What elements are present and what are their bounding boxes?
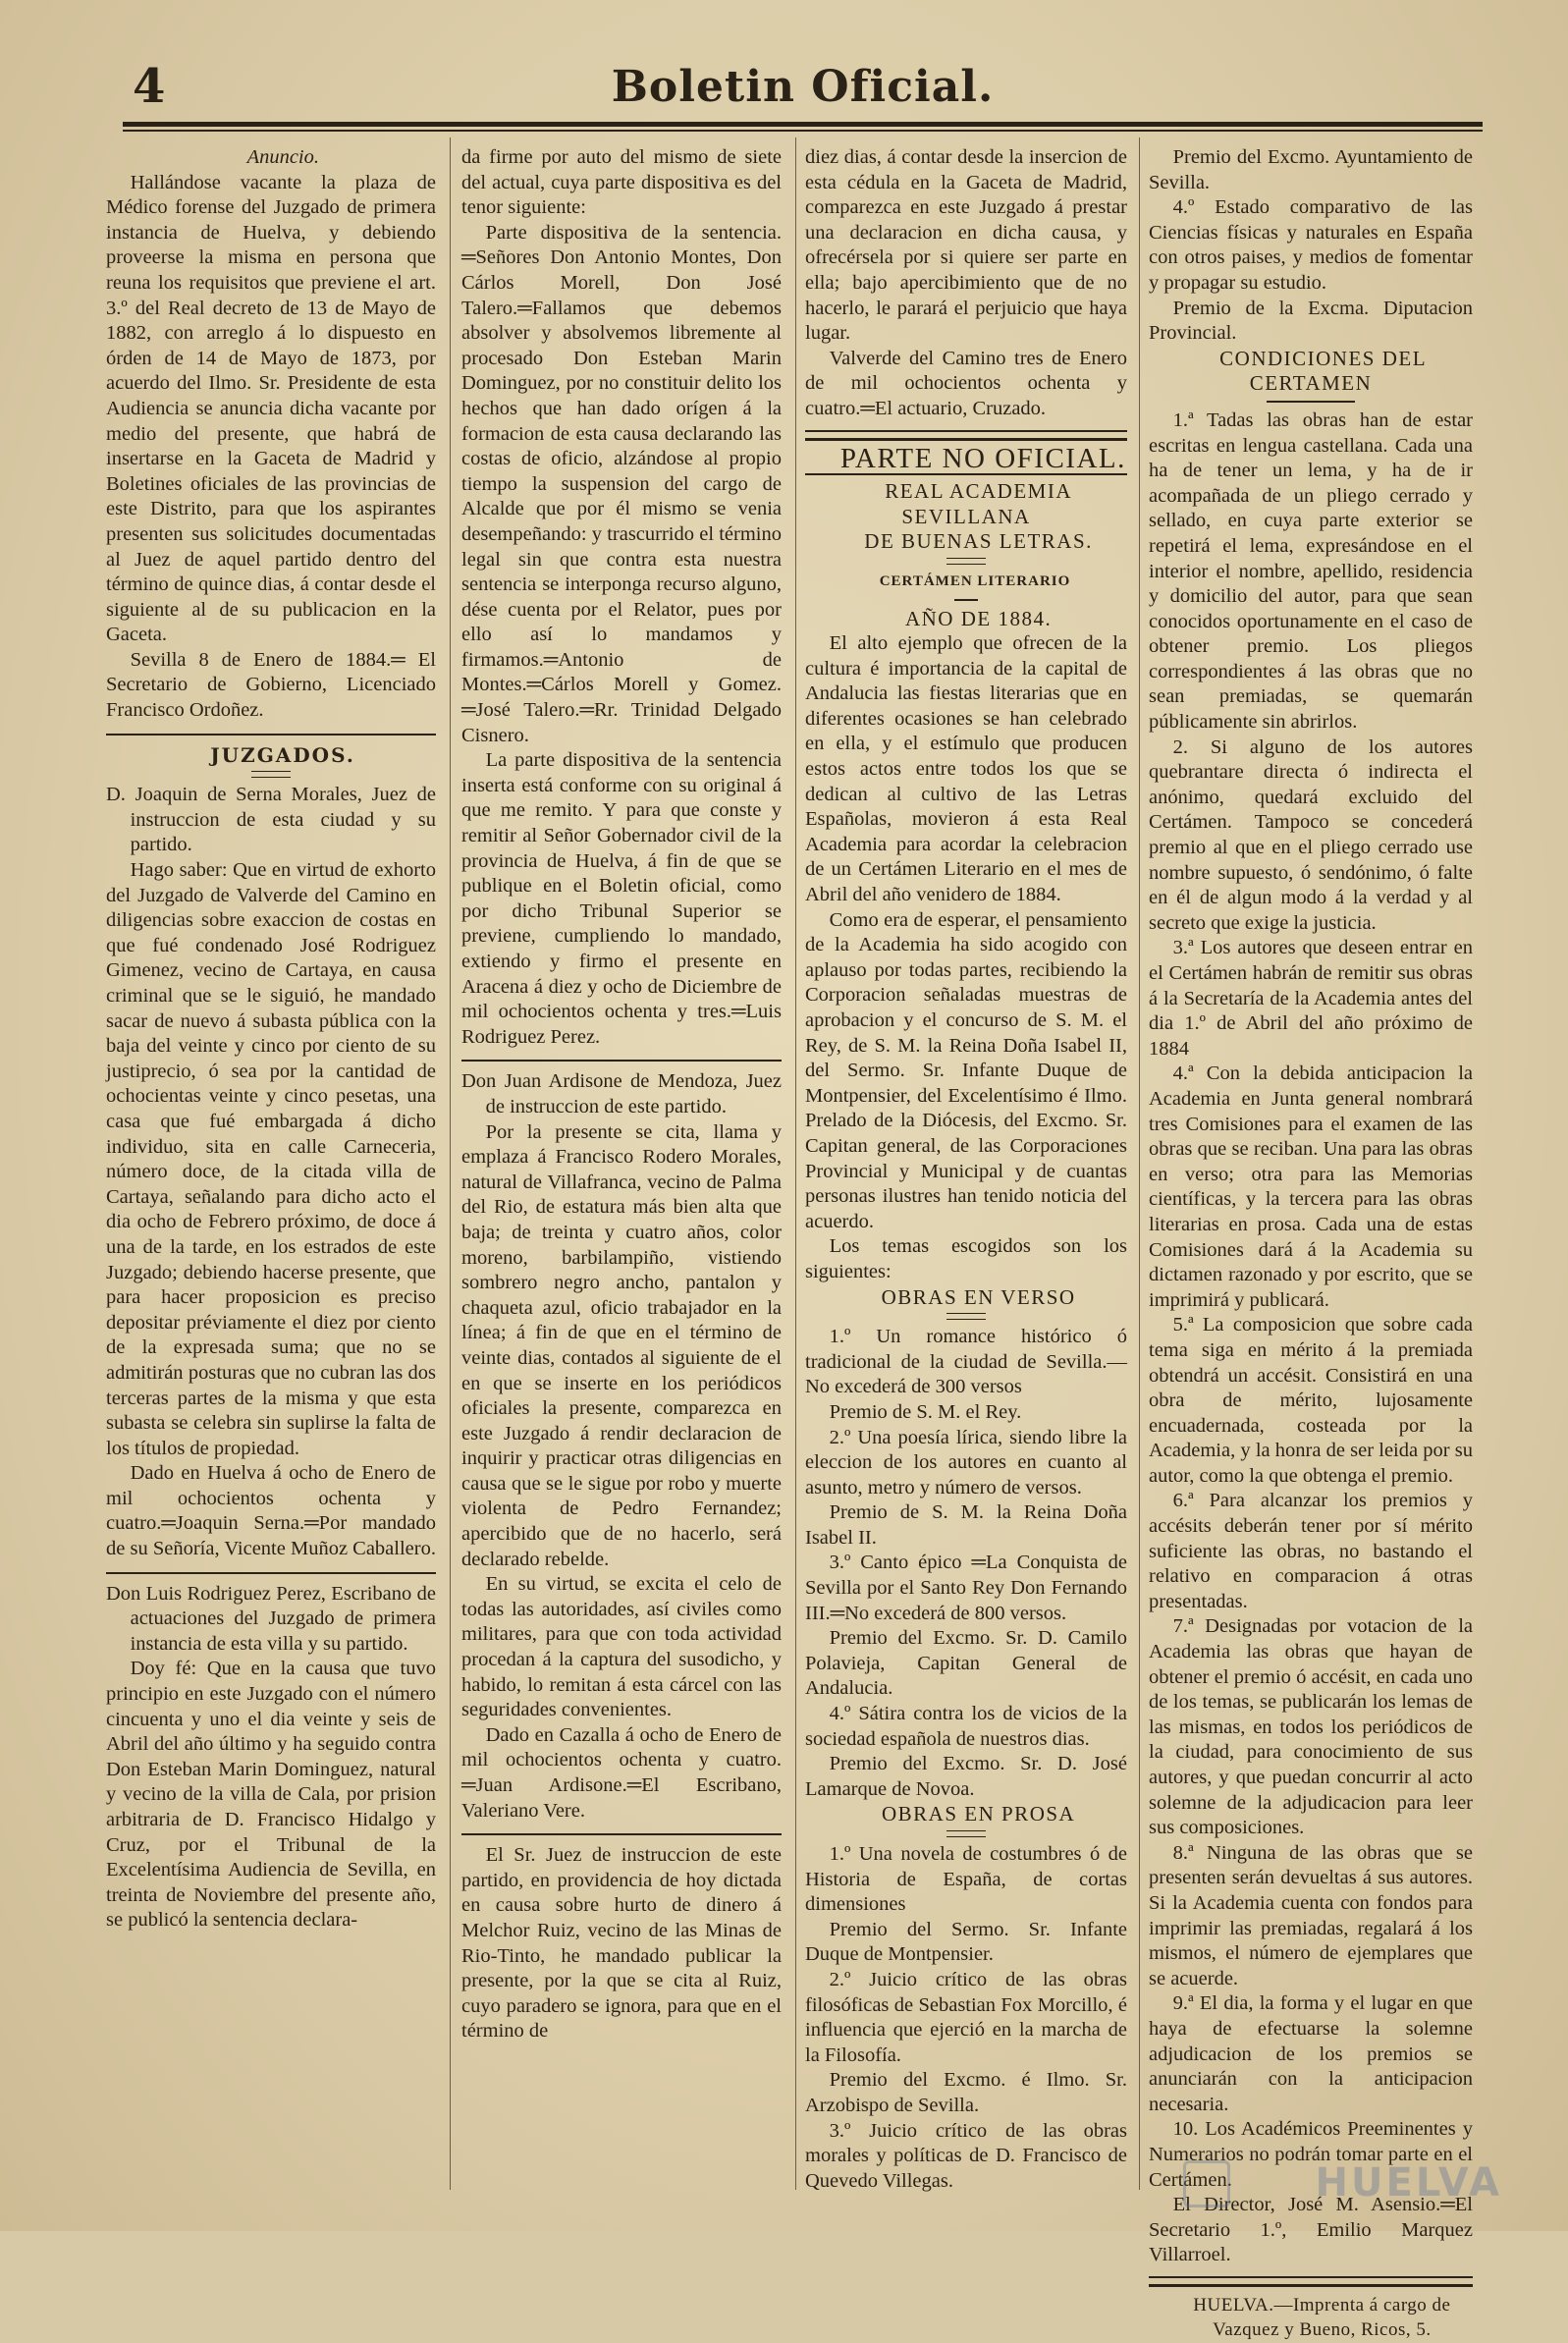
- condicion-9: 9.ª El dia, la forma y el lugar en que haya de efectuarse la solemne adjudicacion de los premios se anunciarán con la anticipacion necesaria.: [1149, 1992, 1473, 2115]
- imprint-line-1: HUELVA.—Imprenta á cargo de: [1193, 2294, 1451, 2316]
- academia-name-line2: DE BUENAS LETRAS.: [864, 529, 1093, 554]
- ornament-separator: [251, 771, 291, 778]
- anuncio-heading: Anuncio.: [246, 146, 320, 168]
- ornament-separator: [946, 558, 986, 565]
- condicion-7: 7.ª Designadas por votacion de la Academia las obras que hayan de obtener el premio ó accésit, en cada uno de los temas, se publicarán los lemas de las mismas, en todos los periódicos de la ciudad, para conocimiento de sus autores, y que puedan concurrir al acto solemne de la adjudicacion para leer sus composiciones.: [1149, 1615, 1473, 1839]
- condiciones-heading: CONDICIONES DEL CERTAMEN: [1219, 346, 1428, 396]
- prosa-tema-4-premio: Premio de la Excma. Diputacion Provincial.: [1149, 297, 1473, 345]
- condicion-10: 10. Los Académicos Preeminentes y Numerarios no podrán tomar parte en el Certámen.: [1149, 2118, 1473, 2191]
- ornament-separator: [946, 1313, 986, 1320]
- sentencia-conforme: La parte dispositiva de la sentencia inserta está conforme con su original á que me remito. Y para que conste y remitir al Señor Gobernador civil de la provincia de Huelva, á fin de que se publique en el Boletin oficial, como por dicho Tribunal Superior se previene, cumpliendo lo mandado, extiendo y firmo el presente en Aracena á diez y ocho de Diciembre de mil ochocientos ochenta y tres.═Luis Rodriguez Perez.: [461, 749, 782, 1048]
- juzgado2-body: Doy fé: Que en la causa que tuvo principio en este Juzgado con el número cincuenta y uno el dia veinte y seis de Abril del año último y ha seguido contra Don Esteban Marin Dominguez, natural y vecino de la villa de Cala, por prision arbitraria de D. Francisco Hidalgo y Cruz, por el Tribunal de la Excelentísima Audiencia de Sevilla, en treinta de Noviembre del presente año, se publicó la sentencia declara-: [106, 1658, 436, 1932]
- prosa-tema-3: 3.º Juicio crítico de las obras morales y políticas de D. Francisco de Quevedo Villegas.: [805, 2119, 1127, 2192]
- year-label: AÑO DE 1884.: [904, 606, 1053, 630]
- masthead: [123, 54, 1483, 123]
- juez2-intro: Don Juan Ardisone de Mendoza, Juez de instruccion de este partido.: [461, 1070, 782, 1117]
- juzgado1-body: Hago saber: Que en virtud de exhorto del Juzgado de Valverde del Camino en diligencias sobre exaccion de costas en que fué condenado José Rodriguez Gimenez, vecino de Cartaya, en causa criminal que se le siguió, he mandado sacar de nuevo á subasta pública con la baja del veinte y cinco por ciento de su justiprecio, ó sea por la cantidad de ochocientas veinte y cinco pesetas, una casa que fué embargada á dicho individuo, sita en calle Carneceria, número doce, de la citada villa de Cartaya, señalando para dicho acto el dia ocho de Febrero próximo, de doce á una de la tarde, en los estrados de este Juzgado; debiendo hacerse presente, que para hacer proposicion es preciso depositar préviamente el diez por ciento de la expresada suma; que no se admitirán posturas que no cubran las dos terceras partes de la misma y que esta subasta se celebra sin suplirse la falta de los títulos de propiedad.: [106, 859, 436, 1459]
- condicion-1: 1.ª Tadas las obras han de estar escritas en lengua castellana. Cada una ha de tener un lema, y ha de ir acompañada de un pliego cerrado y sellado, en cuya parte exterior se repetirá el lema, expresándose en el interior el nombre, apellido, residencia y domicilio del autor, para que sean conocidos oportunamente en el caso de obtener premio. Los pliegos correspondientes á las obras que no sean premiadas, se quemarán públicamente sin abrirlos.: [1149, 409, 1473, 734]
- imprint-line-2: Vazquez y Bueno, Ricos, 5.: [1213, 2319, 1432, 2341]
- intro-paragraph-1: El alto ejemplo que ofrecen de la cultura é importancia de la capital de Andalucia las fiestas literarias que en diferentes ocasiones se han celebrado en ella, y el estímulo que producen estos actos entre todos los que se dedican al cultivo de las Letras Españolas, movieron á esta Real Academia para acordar la celebracion de un Certámen Literario en el mes de Abril del año venidero de 1884.: [805, 632, 1127, 906]
- verso-tema-3: 3.º Canto épico ═La Conquista de Sevilla por el Santo Rey Don Fernando III.═No excederá de 800 versos.: [805, 1552, 1127, 1624]
- separator: [461, 1833, 782, 1835]
- parte-no-oficial-heading: PARTE NO OFICIAL.: [839, 442, 1126, 474]
- page-number: 4: [133, 59, 166, 114]
- juez2-date: Dado en Cazalla á ocho de Enero de mil ochocientos ochenta y cuatro. ═Juan Ardisone.═El Escribano, Valeriano Vere.: [461, 1723, 782, 1822]
- archive-watermark: HUELVA: [1315, 2160, 1502, 2206]
- juzgado1-intro: D. Joaquin de Serna Morales, Juez de instruccion de esta ciudad y su partido.: [106, 784, 436, 856]
- column-4: [1149, 145, 1473, 2341]
- obras-prosa-heading: OBRAS EN PROSA: [881, 1802, 1076, 1826]
- anuncio-signature: Sevilla 8 de Enero de 1884.═ El Secretario de Gobierno, Licenciado Francisco Ordoñez.: [106, 648, 436, 722]
- double-separator: [1149, 2276, 1473, 2287]
- condicion-2: 2. Si alguno de los autores quebrantare directa ó indirecta el anónimo, quedará excluido del Certámen. Tampoco se concederá premio al que en el pliego cerrado use nombre supuesto, ó sendónimo, ó falte en él de algun modo á la verdad y al secreto que exige la justicia.: [1149, 736, 1473, 934]
- column-3: [805, 145, 1127, 2198]
- prosa-tema-1: 1.º Una novela de costumbres ó de Historia de España, de cortas dimensiones: [805, 1843, 1127, 1916]
- juzgado2-intro: Don Luis Rodriguez Perez, Escribano de actuaciones del Juzgado de primera instancia de esta villa y su partido.: [106, 1582, 436, 1655]
- condicion-4: 4.ª Con la debida anticipacion la Academia en Junta general nombrará tres Comisiones para el examen de las obras que se reciban. Una para las obras en verso; otra para las Memorias científicas, y la tercera para las obras literarias en prosa. Cada una de estas Comisiones dará á la Academia su dictamen razonado y por escrito, que se imprimirá y publicará.: [1149, 1063, 1473, 1311]
- column-divider-3: [1139, 137, 1140, 2190]
- signatures: El Director, José M. Asensio.═El Secretario 1.º, Emilio Marquez Villarroel.: [1149, 2194, 1473, 2266]
- obras-verso-heading: OBRAS EN VERSO: [881, 1284, 1076, 1309]
- certamen-label: CERTÁMEN LITERARIO: [879, 572, 1071, 589]
- verso-tema-4-premio: Premio del Excmo. Sr. D. José Lamarque de Novoa.: [805, 1753, 1127, 1800]
- ornament-separator: [946, 1830, 986, 1837]
- anuncio-body: Hallándose vacante la plaza de Médico forense del Juzgado de primera instancia de Huelva, y debiendo proveerse la misma en persona que reuna los requisitos que previene el art. 3.º del Real decreto de 13 de Mayo de 1882, con arreglo á lo dispuesto en órden de 14 de Mayo de 1873, por acuerdo del Ilmo. Sr. Presidente de esta Audiencia se anuncia dicha vacante por medio del presente, que habrá de insertarse en la Gaceta de Madrid y Boletines oficiales de las provincias de este Distrito, para que los aspirantes presenten sus solicitudes documentadas al Juez de aquel partido dentro del término de quince dias, á contar desde el siguiente al de su publicacion en la Gaceta.: [106, 171, 436, 646]
- intro-paragraph-3: Los temas escogidos son los siguientes:: [805, 1235, 1127, 1282]
- separator: [106, 1572, 436, 1574]
- column-divider-1: [450, 137, 451, 2190]
- column-1: [106, 145, 436, 2198]
- verso-tema-4: 4.º Sátira contra los de vicios de la sociedad española de nuestros dias.: [805, 1703, 1127, 1750]
- column-divider-2: [795, 137, 796, 2190]
- separator: [461, 1060, 782, 1062]
- juzgado1-date: Dado en Huelva á ocho de Enero de mil ochocientos ochenta y cuatro.═Joaquin Serna.═Por mandado de su Señoría, Vicente Muñoz Caballero.: [106, 1462, 436, 1560]
- cedula-date: Valverde del Camino tres de Enero de mil ochocientos ochenta y cuatro.═El actuario, Cruzado.: [805, 347, 1127, 419]
- sentencia-dispositiva: Parte dispositiva de la sentencia. ═Señores Don Antonio Montes, Don Cárlos Morell, Don José Talero.═Fallamos que debemos absolver y absolvemos libremente al procesado Don Esteban Marin Dominguez, por no constituir delito los hechos que han dado orígen á la formacion de esta causa declarando las costas de oficio, alzándose al propio tiempo la suspension del cargo de Alcalde que por él mismo se venia desempeñando: y trascurrido el término legal sin que contra esta nuestra sentencia se interponga recurso alguno, dése cuenta por el Relator, pues por ello así lo mandamos y firmamos.═Antonio de Montes.═Cárlos Morell y Gomez. ═José Talero.═Rr. Trinidad Delgado Cisnero.: [461, 221, 782, 746]
- cedula-continuation: diez dias, á contar desde la insercion de esta cédula en la Gaceta de Madrid, comparezca en este Juzgado á prestar una declaracion en dicha causa, y ofrecérsela por si quiere ser parte en ella; bajo apercibimiento que de no hacerlo, le parará el perjuicio que haya lugar.: [805, 146, 1127, 345]
- prosa-tema-2-premio: Premio del Excmo. é Ilmo. Sr. Arzobispo de Sevilla.: [805, 2069, 1127, 2116]
- juez3-body: El Sr. Juez de instruccion de este partido, en providencia de hoy dictada en causa sobre hurto de dinero á Melchor Ruiz, vecino de las Minas de Rio-Tinto, he mandado publicar la presente, por la que se cita al Ruiz, cuyo paradero se ignora, para que en el término de: [461, 1844, 782, 2043]
- short-rule: [954, 599, 978, 601]
- verso-tema-1-premio: Premio de S. M. el Rey.: [829, 1400, 1022, 1423]
- verso-tema-3-premio: Premio del Excmo. Sr. D. Camilo Polavieja, Capitan General de Andalucia.: [805, 1627, 1127, 1700]
- juez2-excita: En su virtud, se excita el celo de todas las autoridades, así civiles como militares, para que con toda actividad procedan á la captura del susodicho, y habido, lo remitan á esta cárcel con las seguridades convenientes.: [461, 1573, 782, 1721]
- masthead-rule-thick: [123, 122, 1483, 127]
- verso-tema-2-premio: Premio de S. M. la Reina Doña Isabel II.: [805, 1501, 1127, 1549]
- double-separator: [805, 430, 1127, 441]
- intro-paragraph-2: Como era de esperar, el pensamiento de la Academia ha sido acogido con aplauso por todas partes, recibiendo la Corporacion señaladas muestras de aprobacion y el concurso de S. M. el Rey, de S. M. la Reina Doña Isabel II, del Sermo. Sr. Infante Duque de Montpensier, del Excelentísimo é Ilmo. Prelado de la Diócesis, del Excmo. Sr. Capitan general, de las Corporaciones Provincial y Municipal y de cuantas personas ilustres han tenido noticia del acuerdo.: [805, 908, 1127, 1232]
- juzgados-heading: JUZGADOS.: [210, 742, 355, 767]
- prosa-tema-4: 4.º Estado comparativo de las Ciencias físicas y naturales en España con otros paises, y medios de fomentar y propagar su estudio.: [1149, 196, 1473, 294]
- column-2: [461, 145, 782, 2198]
- juez2-body: Por la presente se cita, llama y emplaza á Francisco Rodero Morales, natural de Villafranca, vecino de Palma del Rio, de estatura más bien alta que baja; de treinta y cuatro años, color moreno, barbilampiño, vistiendo sombrero negro ancho, pantalon y chaqueta azul, oficio trabajador en la línea; á fin de que en el término de veinte dias, contados al siguiente de el en que se inserte en los periódicos oficiales la presente, comparezca en este Juzgado á rendir declaracion de inquirir y practicar otras diligencias en causa que se le sigue por robo y muerte violenta de Pedro Fernandez; apercibido que de no hacerlo, será declarado rebelde.: [461, 1120, 782, 1570]
- verso-tema-1: 1.º Un romance histórico ó tradicional de la ciudad de Sevilla.—No excederá de 300 versos: [805, 1326, 1127, 1398]
- condicion-8: 8.ª Ninguna de las obras que se presenten serán devueltas á sus autores. Si la Academia cuenta con fondos para imprimir las premiadas, regalará á los mismos, el número de ejemplares que se acuerde.: [1149, 1841, 1473, 1989]
- sentencia-continuation: da firme por auto del mismo de siete del actual, cuya parte dispositiva es del tenor siguiente:: [461, 146, 782, 219]
- condicion-3: 3.ª Los autores que deseen entrar en el Certámen habrán de remitir sus obras á la Secretaría de la Academia antes del dia 1.º de Abril del año próximo de 1884: [1149, 937, 1473, 1060]
- separator: [106, 734, 436, 736]
- newspaper-title: Boletin Oficial.: [611, 62, 995, 112]
- short-rule: [1267, 401, 1355, 403]
- prosa-tema-3-premio: Premio del Excmo. Ayuntamiento de Sevilla.: [1149, 146, 1473, 193]
- condicion-6: 6.ª Para alcanzar los premios y accésits deberán tener por sí mérito suficiente las obras, no bastando el relativo en comparacion á otras presentadas.: [1149, 1490, 1473, 1612]
- masthead-rule-thin: [123, 130, 1483, 132]
- verso-tema-2: 2.º Una poesía lírica, siendo libre la eleccion de los autores en cuanto al asunto, metro y número de versos.: [805, 1426, 1127, 1498]
- prosa-tema-1-premio: Premio del Sermo. Sr. Infante Duque de Montpensier.: [805, 1918, 1127, 1966]
- condicion-5: 5.ª La composicion que sobre cada tema siga en mérito á la premiada obtendrá un accésit. Consistirá en una obra de mérito, lujosamente encuadernada, costeada por la Academia, y la honra de ser leida por su autor, como la que obtenga el premio.: [1149, 1314, 1473, 1487]
- prosa-tema-2: 2.º Juicio crítico de las obras filosóficas de Sebastian Fox Morcillo, é influencia que ejerció en la marcha de la Filosofía.: [805, 1968, 1127, 2066]
- academia-name-line1: REAL ACADEMIA SEVILLANA: [885, 479, 1072, 528]
